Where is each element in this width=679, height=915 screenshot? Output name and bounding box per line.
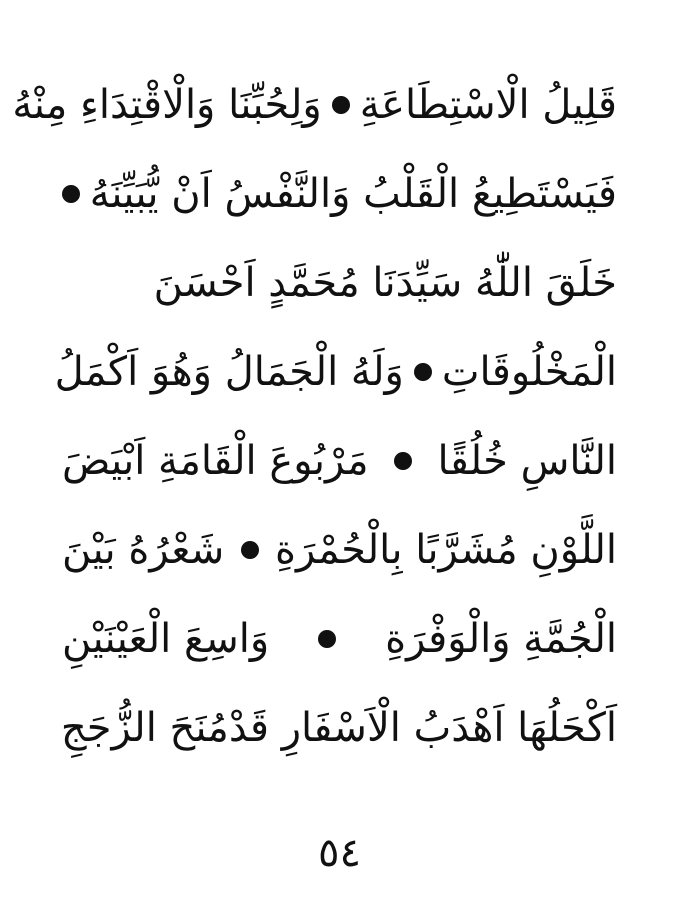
separator-dot (318, 630, 336, 648)
separator-dot (414, 363, 432, 381)
line-5-segment-2: مَرْبُوعَ الْقَامَةِ اَبْيَضَ (62, 437, 369, 484)
text-line-5 (62, 416, 617, 505)
line-4-segment-2: وَلَهُ الْجَمَالُ وَهُوَ اَكْمَلُ (54, 348, 404, 395)
line-6-segment-2: شَعْرُهُ بَيْنَ (62, 526, 225, 573)
text-line-7 (62, 594, 617, 683)
separator-dot (332, 96, 350, 114)
line-1-segment-2: وَلِحُبِّنَا وَالْاقْتِدَاءِ مِنْهُ (12, 81, 322, 128)
text-line-8 (62, 683, 617, 772)
line-2-segment-1: فَيَسْتَطِيعُ الْقَلْبُ وَالنَّفْسُ اَنْ يُّبَيِّنَهُ (89, 170, 617, 217)
separator-dot (241, 541, 259, 559)
line-7-segment-1: الْجُمَّةِ وَالْوَفْرَةِ (385, 615, 617, 662)
page-number: ٥٤ (318, 830, 361, 876)
line-8-segment-1: اَكْحَلُهَا اَهْدَبُ الْاَسْفَارِ قَدْمُنَحَ الزُّجَجِ (60, 704, 617, 751)
text-block (12, 60, 617, 772)
line-1-segment-1: قَلِيلُ الْاسْتِطَاعَةِ (359, 81, 617, 128)
text-line-4 (54, 327, 617, 416)
text-line-2 (62, 149, 617, 238)
line-4-segment-1: الْمَخْلُوقَاتِ (441, 348, 617, 395)
line-6-segment-1: اللَّوْنِ مُشَرَّبًا بِالْحُمْرَةِ (275, 526, 617, 573)
separator-dot (394, 452, 412, 470)
text-line-6 (62, 505, 617, 594)
separator-dot (62, 185, 80, 203)
text-line-3 (62, 238, 617, 327)
line-7-segment-2: وَاسِعَ الْعَيْنَيْنِ (62, 615, 270, 662)
text-line-1 (12, 60, 617, 149)
line-3-segment-1: خَلَقَ اللّٰهُ سَيِّدَنَا مُحَمَّدٍ اَحْسَنَ (153, 259, 617, 306)
line-5-segment-1: النَّاسِ خُلُقًا (437, 437, 617, 484)
